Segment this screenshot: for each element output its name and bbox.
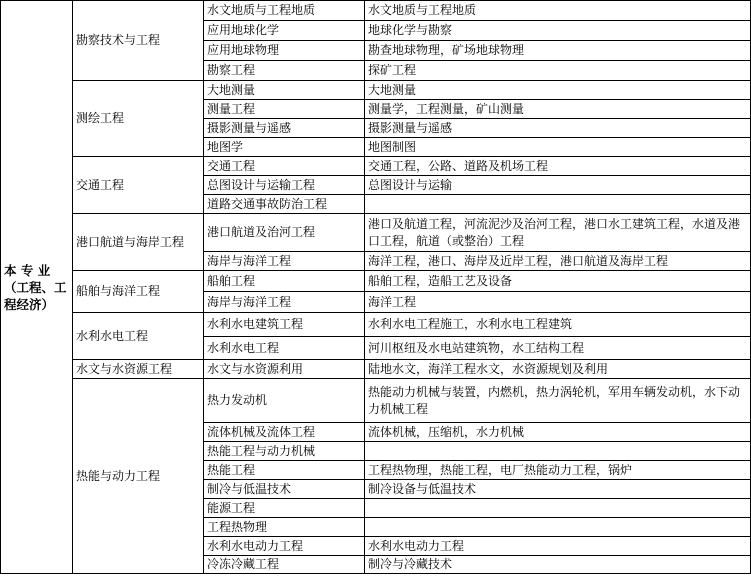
former-major-cell: 热能动力机械与装置，内燃机，热力涡轮机，军用车辆发动机，水下动力机械工程: [365, 379, 751, 423]
sub-major-cell: 制冷与低温技术: [204, 480, 365, 499]
sub-major-cell: 热能工程: [204, 461, 365, 480]
category-cell: 本 专 业（工程、工程经济）: [1, 1, 73, 574]
sub-major-cell: 摄影测量与遥感: [204, 119, 365, 138]
former-major-cell: 探矿工程: [365, 61, 751, 81]
major-cell: 港口航道与海岸工程: [73, 214, 204, 271]
sub-major-cell: 应用地球化学: [204, 21, 365, 41]
table-row: [1, 271, 751, 292]
former-major-cell: 摄影测量与遥感: [365, 119, 751, 138]
table-row: [1, 157, 751, 176]
table-row: [1, 379, 751, 423]
sub-major-cell: 交通工程: [204, 157, 365, 176]
table-body: [1, 1, 751, 574]
sub-major-cell: 总图设计与运输工程: [204, 176, 365, 195]
former-major-cell: 制冷与冷藏技术: [365, 556, 751, 574]
sub-major-cell: 冷冻冷藏工程: [204, 556, 365, 574]
major-cell: 交通工程: [73, 157, 204, 214]
major-cell: 热能与动力工程: [73, 379, 204, 574]
former-major-cell: 水文地质与工程地质: [365, 1, 751, 21]
former-major-cell: 地图制图: [365, 138, 751, 157]
sub-major-cell: 水利水电建筑工程: [204, 313, 365, 337]
major-cell: 水文与水资源工程: [73, 360, 204, 379]
former-major-cell: 陆地水文，海洋工程水文，水资源规划及利用: [365, 360, 751, 379]
sub-major-cell: 水利水电工程: [204, 337, 365, 360]
sub-major-cell: 港口航道及治河工程: [204, 214, 365, 252]
major-cell: 船舶与海洋工程: [73, 271, 204, 313]
table-row: [1, 313, 751, 337]
sub-major-cell: 海岸与海洋工程: [204, 292, 365, 313]
former-major-cell: 交通工程，公路、道路及机场工程: [365, 157, 751, 176]
former-major-cell: 水利水电工程施工，水利水电工程建筑: [365, 313, 751, 337]
former-major-cell: 大地测量: [365, 81, 751, 100]
former-major-cell: 总图设计与运输: [365, 176, 751, 195]
former-major-cell: 海洋工程，港口、海岸及近岸工程，港口航道及海岸工程: [365, 252, 751, 271]
major-cell: 勘察技术与工程: [73, 1, 204, 81]
former-major-cell: 勘查地球物理，矿场地球物理: [365, 41, 751, 61]
sub-major-cell: 应用地球物理: [204, 41, 365, 61]
former-major-cell: 船舶工程，造船工艺及设备: [365, 271, 751, 292]
former-major-cell: 港口及航道工程，河流泥沙及治河工程，港口水工建筑工程，水道及港口工程，航道（或整治）工程: [365, 214, 751, 252]
sub-major-cell: 道路交通事故防治工程: [204, 195, 365, 214]
former-major-cell: [365, 518, 751, 537]
sub-major-cell: 地图学: [204, 138, 365, 157]
sub-major-cell: 大地测量: [204, 81, 365, 100]
former-major-cell: 制冷设备与低温技术: [365, 480, 751, 499]
sub-major-cell: 能源工程: [204, 499, 365, 518]
sub-major-cell: 水文与水资源利用: [204, 360, 365, 379]
former-major-cell: 海洋工程: [365, 292, 751, 313]
sub-major-cell: 热能工程与动力机械: [204, 442, 365, 461]
major-cell: 测绘工程: [73, 81, 204, 157]
sub-major-cell: 船舶工程: [204, 271, 365, 292]
former-major-cell: 流体机械，压缩机，水力机械: [365, 423, 751, 442]
former-major-cell: [365, 499, 751, 518]
sub-major-cell: 海岸与海洋工程: [204, 252, 365, 271]
major-cell: 水利水电工程: [73, 313, 204, 360]
table-row: [1, 360, 751, 379]
sub-major-cell: 流体机械及流体工程: [204, 423, 365, 442]
former-major-cell: 水利水电动力工程: [365, 537, 751, 556]
sub-major-cell: 水文地质与工程地质: [204, 1, 365, 21]
former-major-cell: [365, 442, 751, 461]
former-major-cell: 河川枢纽及水电站建筑物，水工结构工程: [365, 337, 751, 360]
sub-major-cell: 热力发动机: [204, 379, 365, 423]
sub-major-cell: 勘察工程: [204, 61, 365, 81]
sub-major-cell: 测量工程: [204, 100, 365, 119]
table-row: [1, 214, 751, 252]
former-major-cell: [365, 195, 751, 214]
table-row: [1, 81, 751, 100]
sub-major-cell: 工程热物理: [204, 518, 365, 537]
former-major-cell: 地球化学与勘察: [365, 21, 751, 41]
former-major-cell: 工程热物理，热能工程，电厂热能动力工程，锅炉: [365, 461, 751, 480]
former-major-cell: 测量学，工程测量，矿山测量: [365, 100, 751, 119]
sub-major-cell: 水利水电动力工程: [204, 537, 365, 556]
table-row: [1, 1, 751, 21]
